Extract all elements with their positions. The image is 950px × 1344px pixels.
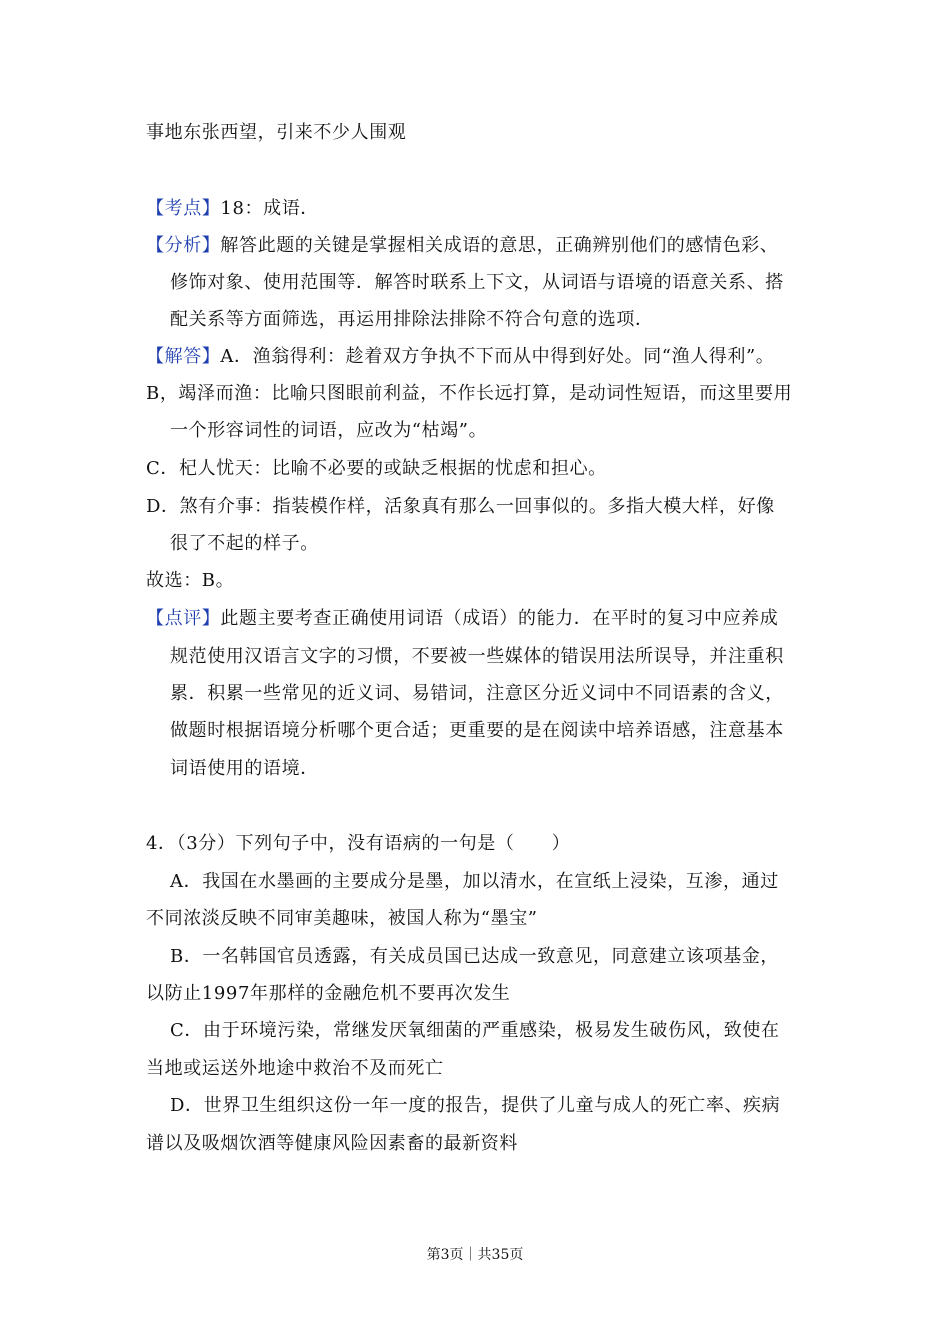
option-d-line-1: D．世界卫生组织这份一年一度的报告，提供了儿童与成人的死亡率、疾病 xyxy=(170,1095,781,1116)
jieda-text: A．渔翁得利：趁着双方争执不下而从中得到好处。同“渔人得利”。 xyxy=(220,346,775,367)
jieda-tag: 【解答】 xyxy=(146,346,221,367)
fenxi-text: 解答此题的关键是掌握相关成语的意思，正确辨别他们的感情色彩、 xyxy=(220,235,779,256)
fenxi-tag: 【分析】 xyxy=(146,235,221,256)
option-b-line-1: B．一名韩国官员透露，有关成员国已达成一致意见，同意建立该项基金， xyxy=(170,946,780,967)
dianping-text: 此题主要考查正确使用词语（成语）的能力．在平时的复习中应养成 xyxy=(220,608,779,629)
dianping-line-4: 做题时根据语境分析哪个更合适；更重要的是在阅读中培养语感，注意基本 xyxy=(170,720,784,741)
jieda-line-b: B，竭泽而渔：比喻只图眼前利益，不作长远打算，是动词性短语，而这里要用 xyxy=(146,383,793,404)
fenxi-line-3: 配关系等方面筛选，再运用排除法排除不符合句意的选项． xyxy=(170,309,654,330)
jieda-line-c: C．杞人忧天：比喻不必要的或缺乏根据的忧虑和担心。 xyxy=(146,458,607,479)
option-a-line-2: 不同浓淡反映不同审美趣味，被国人称为“墨宝” xyxy=(146,908,538,929)
kaodian-tag: 【考点】 xyxy=(146,198,221,219)
page-footer: 第3页｜共35页 xyxy=(426,1247,524,1263)
option-c-line-1: C．由于环境污染，常继发厌氧细菌的严重感染，极易发生破伤风，致使在 xyxy=(170,1020,780,1041)
dianping-line-5: 词语使用的语境． xyxy=(170,758,319,779)
dianping-line-2: 规范使用汉语言文字的习惯，不要被一些媒体的错误用法所误导，并注重积 xyxy=(170,646,784,667)
jieda-line-d2: 很了不起的样子。 xyxy=(170,533,319,554)
dianping-line-1 xyxy=(146,606,778,632)
answer-line: 故选：B。 xyxy=(146,570,235,591)
fenxi-line-1 xyxy=(146,233,778,259)
jieda-line-d: D．煞有介事：指装模作样，活象真有那么一回事似的。多指大模大样，好像 xyxy=(146,496,775,517)
option-d-line-2: 谱以及吸烟饮酒等健康风险因素畜的最新资料 xyxy=(146,1133,518,1154)
option-c-line-2: 当地或运送外地途中救治不及而死亡 xyxy=(146,1058,444,1079)
question4-stem: 4．（3分）下列句子中，没有语病的一句是（ ） xyxy=(146,833,571,854)
top-line: 事地东张西望，引来不少人围观 xyxy=(146,122,407,143)
kaodian-text: 18：成语． xyxy=(220,198,319,219)
dianping-tag: 【点评】 xyxy=(146,608,221,629)
dianping-line-3: 累．积累一些常见的近义词、易错词，注意区分近义词中不同语素的含义， xyxy=(170,683,784,704)
option-a-line-1: A．我国在水墨画的主要成分是墨，加以清水，在宣纸上浸染，互渗，通过 xyxy=(170,871,779,892)
kaodian-line xyxy=(146,196,319,222)
jieda-line-1 xyxy=(146,344,774,370)
jieda-line-b2: 一个形容词性的词语，应改为“枯竭”。 xyxy=(170,420,488,441)
fenxi-line-2: 修饰对象、使用范围等．解答时联系上下文，从词语与语境的语意关系、搭 xyxy=(170,272,784,293)
option-b-line-2: 以防止1997年那样的金融危机不要再次发生 xyxy=(146,983,511,1004)
